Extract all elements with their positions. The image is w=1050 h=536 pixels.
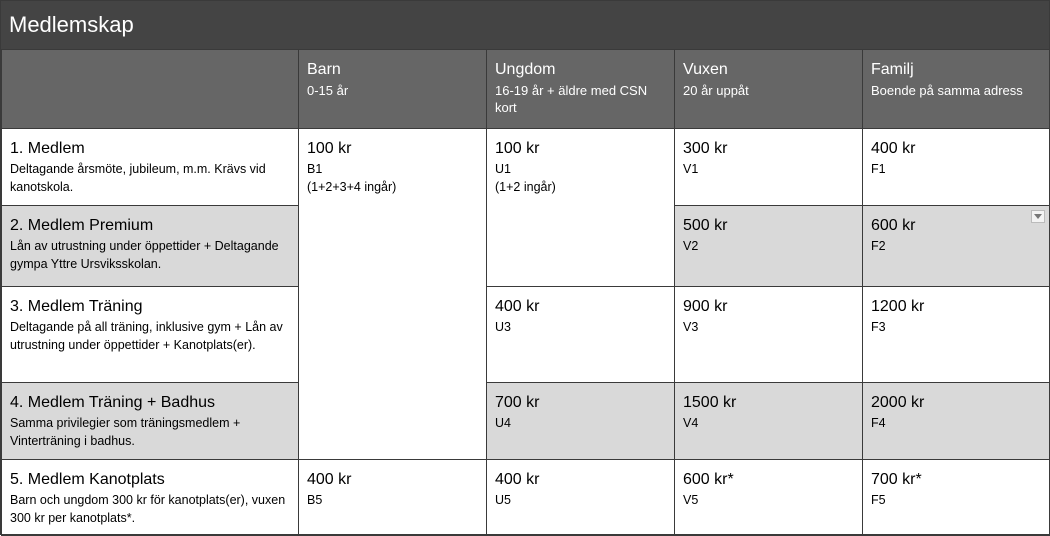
- cell-f4: 2000 kr F4: [863, 383, 1050, 460]
- table-row: [2, 383, 1050, 460]
- row-label: 3. Medlem Träning Deltagande på all träning, inklusive gym + Lån av utrustning under öppettider + Kanotplats(er).: [2, 287, 299, 383]
- cell-b5: 400 kr B5: [299, 460, 487, 536]
- cell-u1: 100 kr U1 (1+2 ingår): [487, 129, 675, 287]
- cell-f5: 700 kr* F5: [863, 460, 1050, 536]
- row-label: 2. Medlem Premium Lån av utrustning under öppettider + Deltagande gympa Yttre Ursviksskolan.: [2, 206, 299, 287]
- header-ungdom: Ungdom 16-19 år + äldre med CSN kort: [487, 50, 675, 129]
- cell-v2: 500 kr V2: [675, 206, 863, 287]
- dropdown-arrow-icon[interactable]: [1031, 210, 1045, 223]
- row-label: 4. Medlem Träning + Badhus Samma privilegier som träningsmedlem + Vinterträning i badhus.: [2, 383, 299, 460]
- cell-f3: 1200 kr F3: [863, 287, 1050, 383]
- cell-f1: 400 kr F1: [863, 129, 1050, 206]
- table-row: [2, 460, 1050, 536]
- header-vuxen: Vuxen 20 år uppåt: [675, 50, 863, 129]
- cell-u5: 400 kr U5: [487, 460, 675, 536]
- cell-v1: 300 kr V1: [675, 129, 863, 206]
- table-row: [2, 287, 1050, 383]
- header-barn: Barn 0-15 år: [299, 50, 487, 129]
- membership-table: [1, 49, 1050, 536]
- table-row: [2, 129, 1050, 206]
- row-label: 5. Medlem Kanotplats Barn och ungdom 300 kr för kanotplats(er), vuxen 300 kr per kanotplats*.: [2, 460, 299, 536]
- cell-u4: 700 kr U4: [487, 383, 675, 460]
- cell-v4: 1500 kr V4: [675, 383, 863, 460]
- header-familj: Familj Boende på samma adress: [863, 50, 1050, 129]
- header-row: [2, 50, 1050, 129]
- title-bar: [1, 1, 1049, 50]
- cell-v3: 900 kr V3: [675, 287, 863, 383]
- header-empty: [2, 50, 299, 129]
- cell-v5: 600 kr* V5: [675, 460, 863, 536]
- row-label: 1. Medlem Deltagande årsmöte, jubileum, m.m. Krävs vid kanotskola.: [2, 129, 299, 206]
- cell-u3: 400 kr U3: [487, 287, 675, 383]
- page-title: Medlemskap: [9, 12, 134, 37]
- cell-f2: 600 kr F2: [863, 206, 1050, 287]
- cell-b1: 100 kr B1 (1+2+3+4 ingår): [299, 129, 487, 460]
